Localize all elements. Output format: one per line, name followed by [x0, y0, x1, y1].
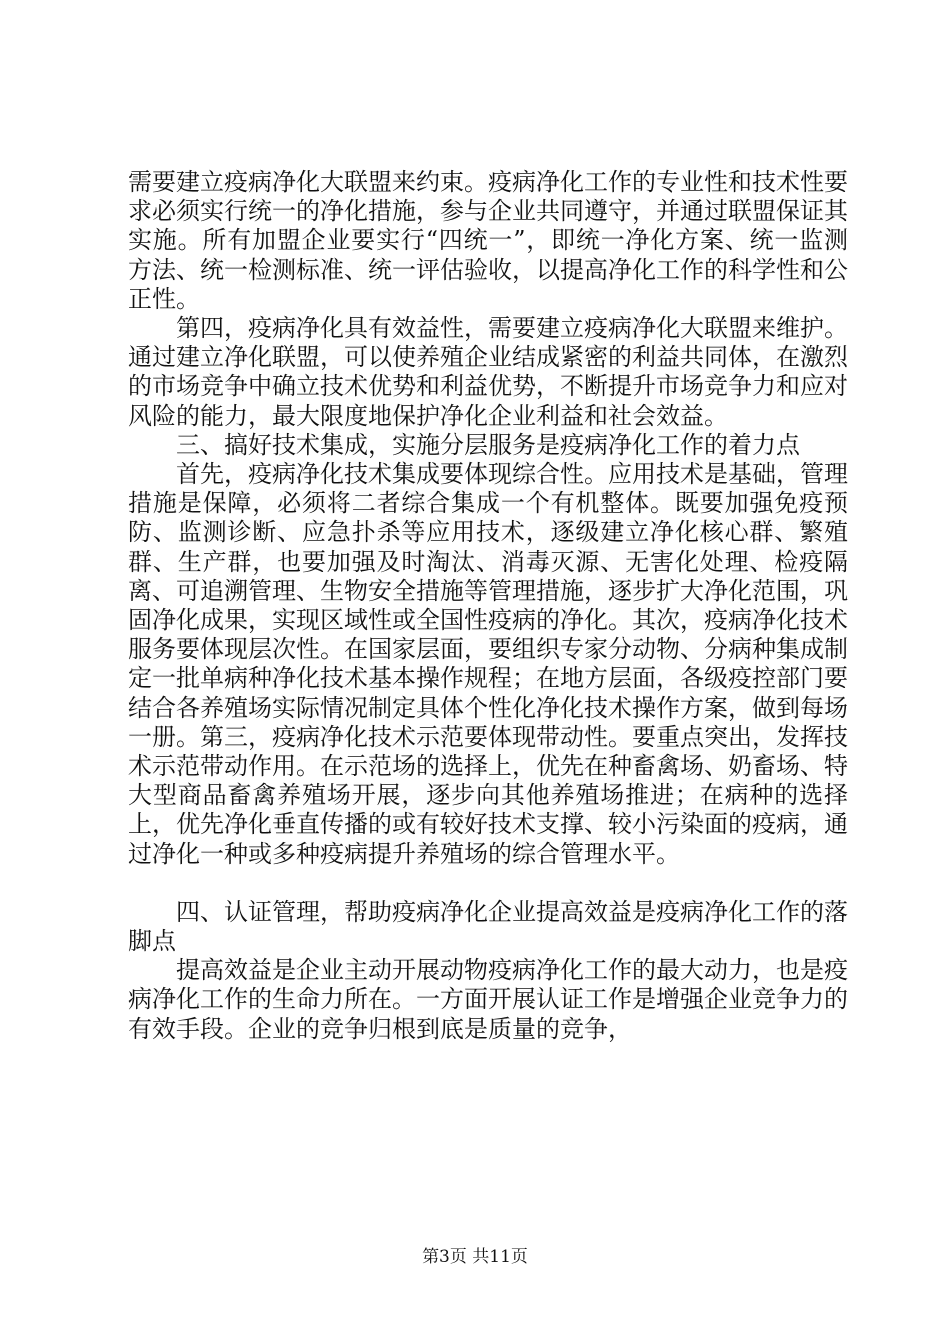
paragraph-technology-integration: 首先，疫病净化技术集成要体现综合性。应用技术是基础，管理措施是保障，必须将二者综合集成一个有机整体。既要加强免疫预防、监测诊断、应急扑杀等应用技术，逐级建立净化核心群、繁殖群、生产群，也要加强及时淘汰、消毒灭源、无害化处理、检疫隔离、可追溯管理、生物安全措施等管理措施，逐步扩大净化范围，巩固净化成果，实现区域性或全国性疫病的净化。其次，疫病净化技术服务要体现层次性。在国家层面，要组织专家分动物、分病种集成制定一批单病种净化技术基本操作规程；在地方层面，各级疫控部门要结合各养殖场实际情况制定具体个性化净化技术操作方案，做到每场一册。第三，疫病净化技术示范要体现带动性。要重点突出，发挥技术示范带动作用。在示范场的选择上，优先在种畜禽场、奶畜场、特大型商品畜禽养殖场开展，逐步向其他养殖场推进；在病种的选择上，优先净化垂直传播的或有较好技术支撑、较小污染面的疫病，通过净化一种或多种疫病提升养殖场的综合管理水平。	[128, 460, 848, 868]
section-heading-four: 四、认证管理，帮助疫病净化企业提高效益是疫病净化工作的落脚点	[128, 897, 848, 956]
paragraph-benefits: 提高效益是企业主动开展动物疫病净化工作的最大动力，也是疫病净化工作的生命力所在。一方面开展认证工作是增强企业竞争力的有效手段。企业的竞争归根到底是质量的竞争，	[128, 956, 848, 1043]
paragraph-fourth-point: 第四，疫病净化具有效益性，需要建立疫病净化大联盟来维护。通过建立净化联盟，可以使养殖企业结成紧密的利益共同体，在激烈的市场竞争中确立技术优势和利益优势，不断提升市场竞争力和应对风险的能力，最大限度地保护净化企业利益和社会效益。	[128, 314, 848, 430]
section-heading-three: 三、搞好技术集成，实施分层服务是疫病净化工作的着力点	[176, 430, 800, 459]
body-text	[128, 168, 848, 1044]
paragraph-continued: 需要建立疫病净化大联盟来约束。疫病净化工作的专业性和技术性要求必须实行统一的净化措施，参与企业共同遵守，并通过联盟保证其实施。所有加盟企业要实行“四统一”，即统一净化方案、统一监测方法、统一检测标准、统一评估验收，以提高净化工作的科学性和公正性。	[128, 168, 848, 313]
page-number: 第3页 共11页	[422, 1247, 528, 1267]
